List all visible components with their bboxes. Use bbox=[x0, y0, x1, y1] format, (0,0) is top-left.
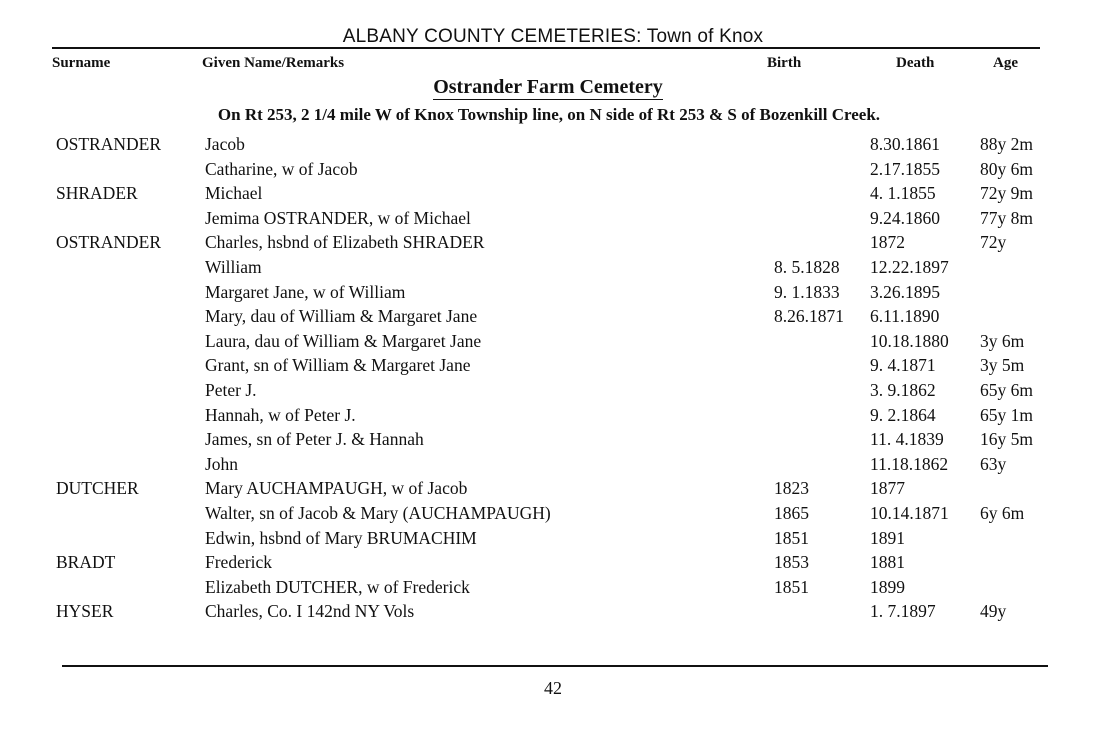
given-name-cell: Hannah, w of Peter J. bbox=[205, 404, 356, 425]
cemetery-location: On Rt 253, 2 1/4 mile W of Knox Township line, on N side of Rt 253 & S of Bozenkill Creek. bbox=[217, 105, 881, 124]
table-row bbox=[0, 503, 1106, 528]
given-name-cell: Catharine, w of Jacob bbox=[205, 158, 358, 179]
death-cell: 1891 bbox=[870, 527, 905, 548]
age-cell: 80y 6m bbox=[980, 158, 1033, 179]
table-row bbox=[0, 478, 1106, 503]
given-name-cell: James, sn of Peter J. & Hannah bbox=[205, 429, 424, 450]
given-name-cell: Margaret Jane, w of William bbox=[205, 281, 406, 302]
given-name-cell: Frederick bbox=[205, 552, 273, 573]
column-header-birth: Birth bbox=[767, 55, 802, 71]
death-cell: 1877 bbox=[870, 478, 905, 499]
death-cell: 8.30.1861 bbox=[870, 134, 940, 154]
death-cell: 6.11.1890 bbox=[870, 306, 940, 327]
table-row bbox=[0, 257, 1106, 282]
given-name-cell: William bbox=[205, 256, 262, 277]
age-cell: 6y 6m bbox=[980, 502, 1025, 523]
table-row bbox=[0, 380, 1106, 405]
given-name-cell: Mary, dau of William & Margaret Jane bbox=[205, 306, 478, 327]
death-cell: 9. 2.1864 bbox=[870, 404, 936, 425]
given-name-cell: Grant, sn of William & Margaret Jane bbox=[205, 355, 471, 376]
death-cell: 9. 4.1871 bbox=[870, 355, 936, 376]
surname-cell: DUTCHER bbox=[56, 478, 139, 499]
surname-cell: SHRADER bbox=[56, 183, 138, 204]
given-name-cell: Charles, Co. I 142nd NY Vols bbox=[205, 601, 415, 622]
cemetery-title-text: Ostrander Farm Cemetery bbox=[433, 76, 663, 98]
death-cell: 3. 9.1862 bbox=[870, 379, 936, 400]
table-row bbox=[0, 282, 1106, 307]
age-cell: 63y bbox=[980, 453, 1007, 474]
birth-cell: 9. 1.1833 bbox=[774, 281, 840, 302]
age-cell: 49y bbox=[980, 601, 1007, 622]
age-cell: 16y 5m bbox=[980, 429, 1033, 450]
table-row bbox=[0, 552, 1106, 577]
table-row bbox=[0, 134, 1106, 159]
given-name-cell: Jacob bbox=[205, 134, 245, 154]
birth-cell: 1823 bbox=[774, 478, 809, 499]
death-cell: 12.22.1897 bbox=[870, 256, 949, 277]
surname-cell: OSTRANDER bbox=[56, 134, 162, 154]
death-cell: 11.18.1862 bbox=[870, 453, 949, 474]
bottom-rule bbox=[62, 665, 1048, 667]
table-row bbox=[0, 528, 1106, 553]
table-row bbox=[0, 306, 1106, 331]
age-cell: 77y 8m bbox=[980, 207, 1033, 228]
age-cell: 65y 1m bbox=[980, 404, 1033, 425]
table-row bbox=[0, 454, 1106, 479]
table-row bbox=[0, 405, 1106, 430]
table-row bbox=[0, 355, 1106, 380]
given-name-cell: Mary AUCHAMPAUGH, w of Jacob bbox=[205, 478, 468, 499]
birth-cell: 1865 bbox=[774, 502, 809, 523]
table-row bbox=[0, 601, 1106, 626]
page-number: 42 bbox=[544, 678, 562, 698]
birth-cell: 8.26.1871 bbox=[774, 306, 844, 327]
birth-cell: 8. 5.1828 bbox=[774, 256, 840, 277]
death-cell: 1. 7.1897 bbox=[870, 601, 936, 622]
column-header-death: Death bbox=[896, 55, 935, 71]
given-name-cell: Elizabeth DUTCHER, w of Frederick bbox=[205, 576, 470, 597]
death-cell: 11. 4.1839 bbox=[870, 429, 944, 450]
death-cell: 3.26.1895 bbox=[870, 281, 940, 302]
given-name-cell: John bbox=[205, 453, 239, 474]
table-row bbox=[0, 232, 1106, 257]
given-name-cell: Edwin, hsbnd of Mary BRUMACHIM bbox=[205, 527, 477, 548]
column-header-surname: Surname bbox=[52, 55, 111, 71]
age-cell: 65y 6m bbox=[980, 379, 1033, 400]
surname-cell: HYSER bbox=[56, 601, 114, 622]
table-row bbox=[0, 331, 1106, 356]
burial-table bbox=[0, 134, 1106, 626]
column-header-given: Given Name/Remarks bbox=[202, 55, 345, 71]
age-cell: 88y 2m bbox=[980, 134, 1033, 154]
table-row bbox=[0, 183, 1106, 208]
column-header-age: Age bbox=[993, 55, 1018, 71]
table-row bbox=[0, 208, 1106, 233]
given-name-cell: Walter, sn of Jacob & Mary (AUCHAMPAUGH) bbox=[205, 502, 551, 523]
birth-cell: 1851 bbox=[774, 576, 809, 597]
running-head: ALBANY COUNTY CEMETERIES: Town of Knox bbox=[342, 26, 764, 47]
death-cell: 9.24.1860 bbox=[870, 207, 940, 228]
given-name-cell: Jemima OSTRANDER, w of Michael bbox=[205, 207, 471, 228]
death-cell: 10.14.1871 bbox=[870, 502, 949, 523]
cemetery-title bbox=[0, 76, 1096, 99]
age-cell: 3y 5m bbox=[980, 355, 1025, 376]
table-row bbox=[0, 429, 1106, 454]
age-cell: 72y bbox=[980, 232, 1007, 253]
age-cell: 3y 6m bbox=[980, 330, 1025, 351]
table-row bbox=[0, 577, 1106, 602]
birth-cell: 1851 bbox=[774, 527, 809, 548]
death-cell: 4. 1.1855 bbox=[870, 183, 936, 204]
death-cell: 2.17.1855 bbox=[870, 158, 940, 179]
given-name-cell: Peter J. bbox=[205, 379, 257, 400]
table-row bbox=[0, 159, 1106, 184]
given-name-cell: Charles, hsbnd of Elizabeth SHRADER bbox=[205, 232, 485, 253]
death-cell: 1881 bbox=[870, 552, 905, 573]
surname-cell: OSTRANDER bbox=[56, 232, 162, 253]
birth-cell: 1853 bbox=[774, 552, 809, 573]
death-cell: 10.18.1880 bbox=[870, 330, 949, 351]
top-rule bbox=[52, 47, 1040, 49]
death-cell: 1899 bbox=[870, 576, 905, 597]
death-cell: 1872 bbox=[870, 232, 905, 253]
surname-cell: BRADT bbox=[56, 552, 116, 573]
given-name-cell: Michael bbox=[205, 183, 263, 204]
given-name-cell: Laura, dau of William & Margaret Jane bbox=[205, 330, 482, 351]
age-cell: 72y 9m bbox=[980, 183, 1033, 204]
